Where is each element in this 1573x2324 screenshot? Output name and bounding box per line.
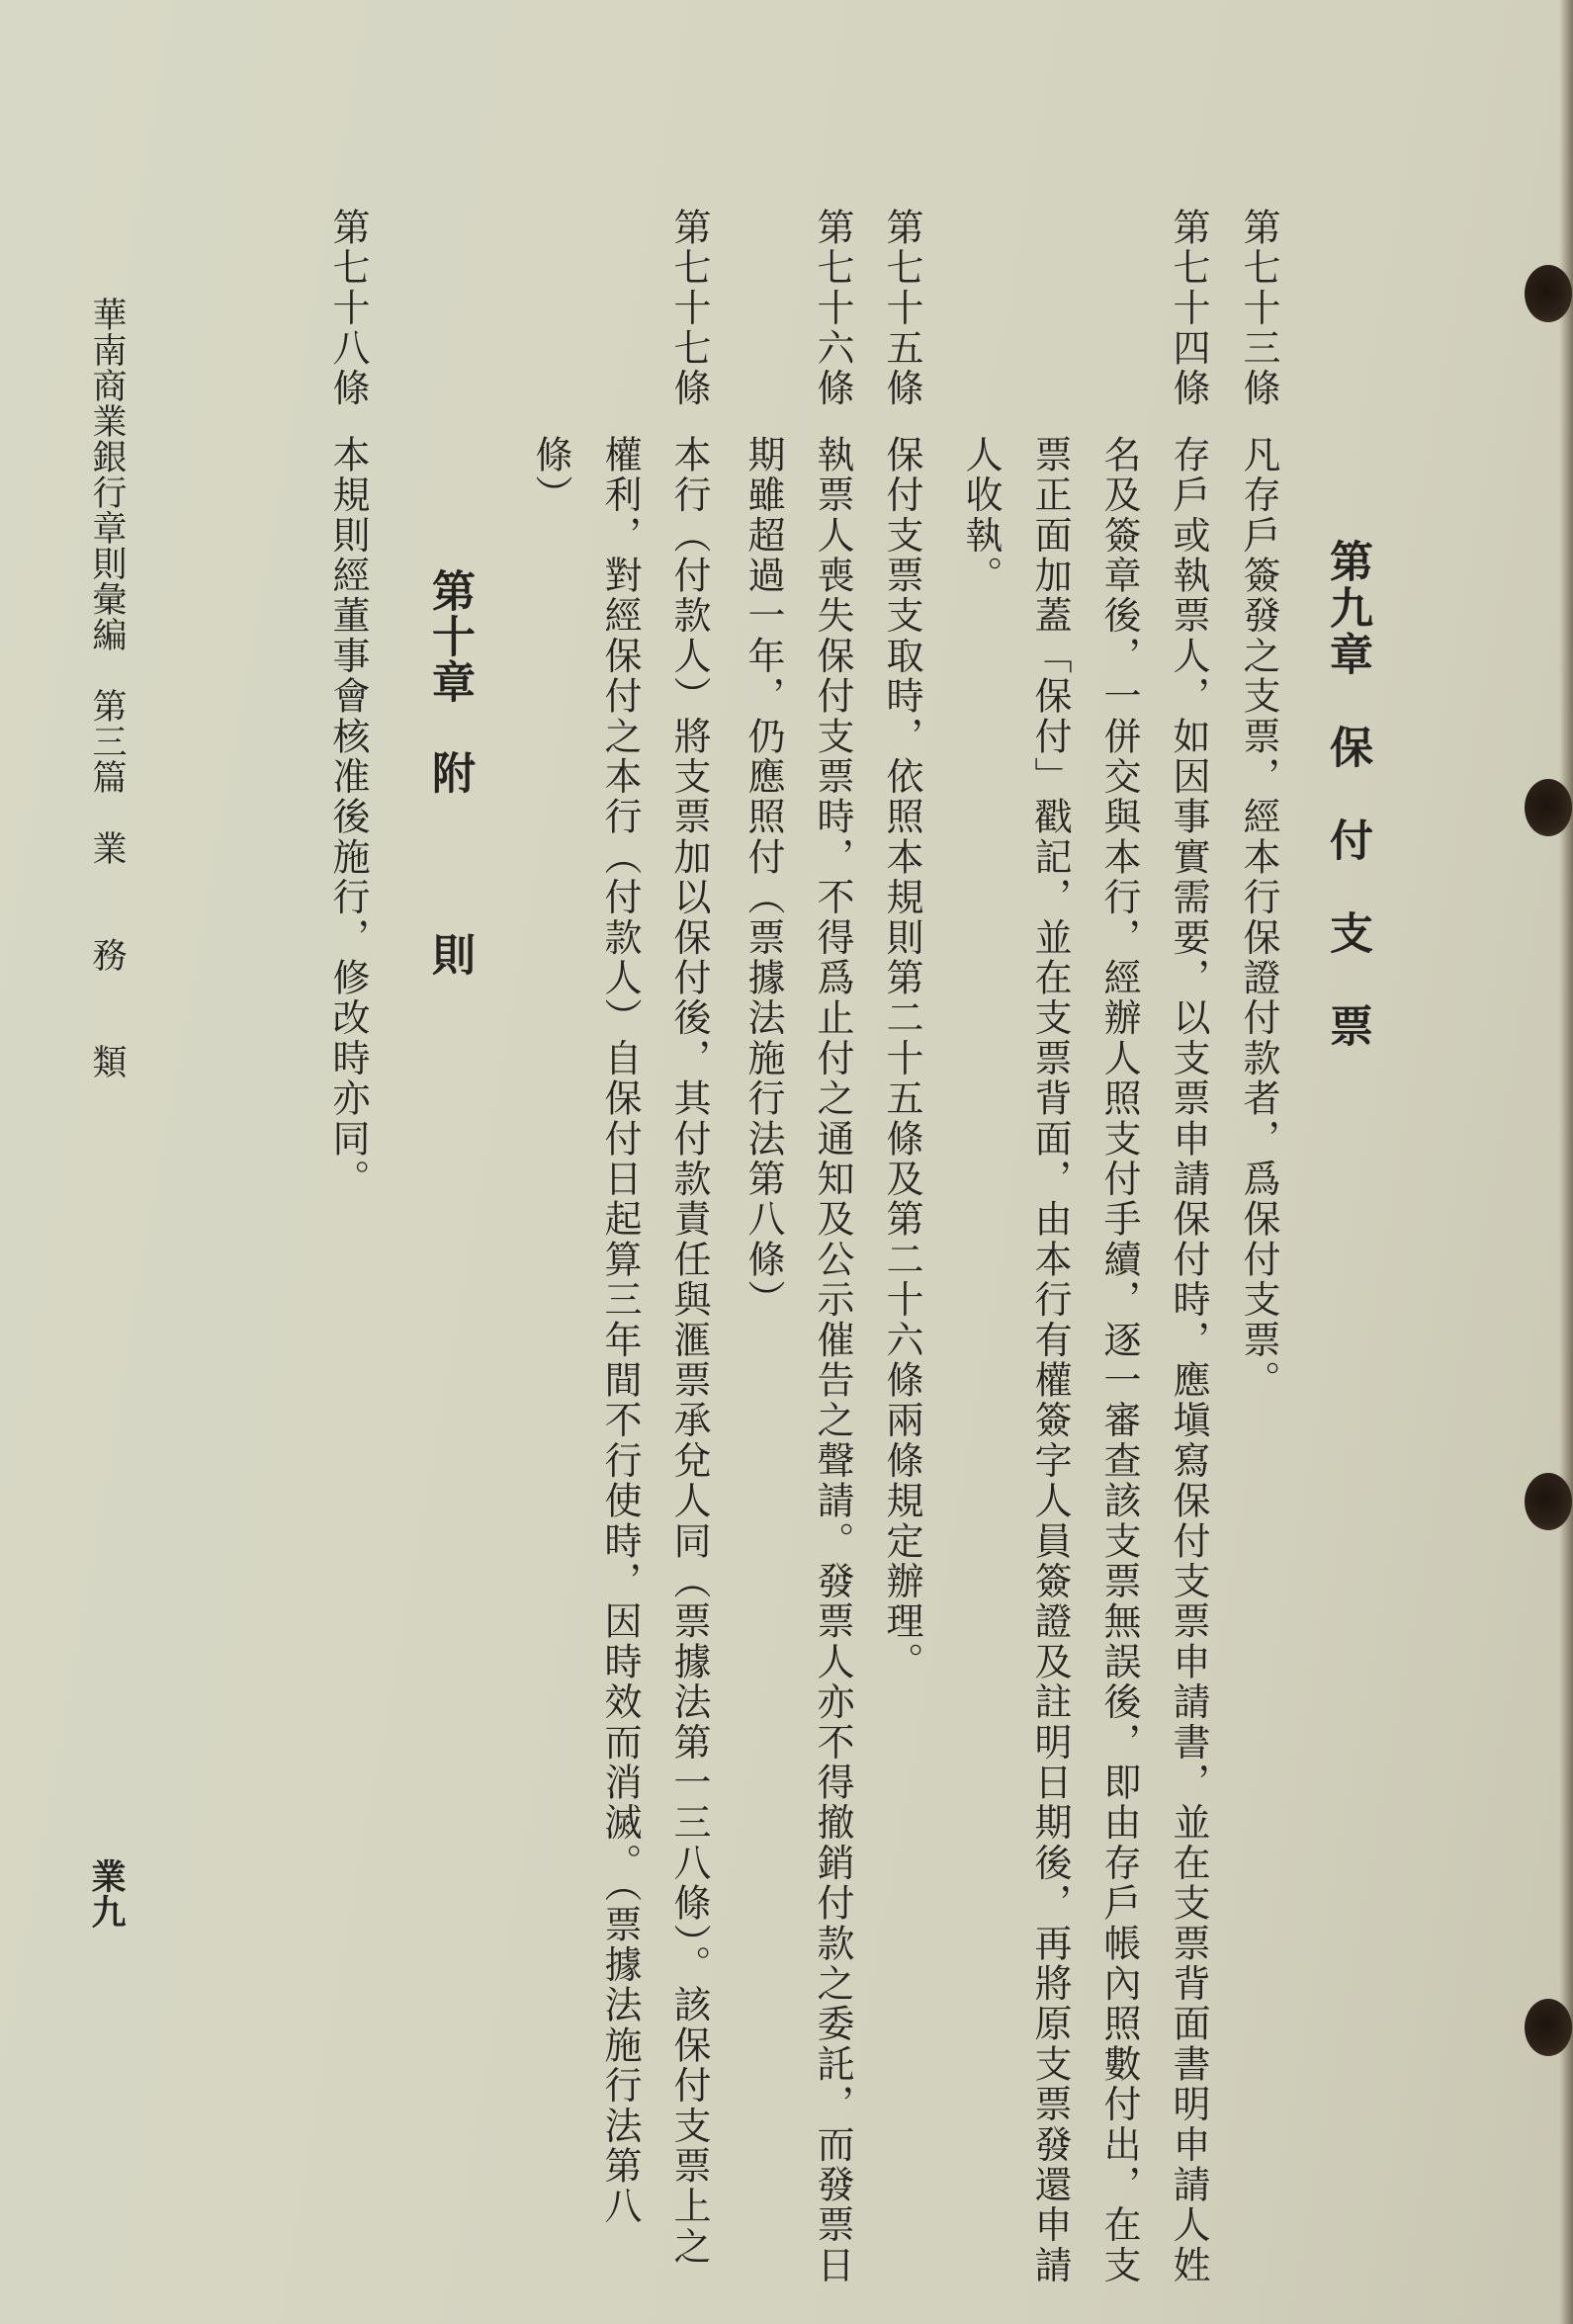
binding-punch-hole-3: [1525, 1473, 1572, 1530]
article-74-label: 第七十四條: [1167, 208, 1210, 409]
page-number: 業九: [86, 1858, 127, 1930]
article-76-line-2: 期雖超過一年，仍應照付（票據法施行法第八條）: [742, 435, 785, 1321]
binding-punch-hole-4: [1525, 1999, 1572, 2056]
article-75-label: 第七十五條: [880, 208, 923, 409]
chapter-9-heading: 第九章 保 付 支 票: [1322, 539, 1372, 1050]
article-74-line-1: 存戶或執票人，如因事實需要，以支票申請保付時，應塡寫保付支票申請書，並在支票背面書明申請人姓: [1167, 435, 1210, 2286]
article-77-label: 第七十七條: [667, 208, 711, 409]
running-book-title: 華南商業銀行章則彙編 第三篇 業 務 類: [87, 297, 127, 1079]
article-76-label: 第七十六條: [811, 208, 854, 409]
chapter-10-heading: 第十章 附 則: [424, 568, 475, 978]
binding-punch-hole-2: [1525, 779, 1572, 836]
article-74-line-3: 票正面加蓋「保付」戳記，並在支票背面，由本行有權簽字人員簽證及註明日期後，再將原支票發還申請: [1028, 435, 1072, 2286]
article-73-text: 凡存戶簽發之支票，經本行保證付款者，爲保付支票。: [1237, 435, 1280, 1401]
article-77-line-2: 權利，對經保付之本行（付款人）自保付日起算三年間不行使時，因時效而消滅。（票據法施行法第八: [598, 435, 642, 2227]
article-78-text: 本規則經董事會核准後施行，修改時亦同。: [326, 435, 370, 1200]
article-77-line-1: 本行（付款人）將支票加以保付後，其付款責任與滙票承兌人同（票據法第一三八條）。該保付支票上之: [667, 435, 711, 2268]
article-77-line-3: 條）: [529, 435, 572, 516]
article-76-line-1: 執票人喪失保付支票時，不得爲止付之通知及公示催告之聲請。發票人亦不得撤銷付款之委託，而發票日: [811, 435, 854, 2286]
article-74-line-4: 人收執。: [959, 435, 1003, 596]
article-75-text: 保付支票支取時，依照本規則第二十五條及第二十六條兩條規定辦理。: [880, 435, 923, 1682]
binding-punch-hole-1: [1525, 265, 1572, 322]
article-73-label: 第七十三條: [1237, 208, 1280, 409]
article-74-line-2: 名及簽章後，一併交與本行，經辦人照支付手續，逐一審查該支票無誤後，即由存戶帳內照數付出，在支: [1097, 435, 1141, 2286]
article-78-label: 第七十八條: [326, 208, 370, 409]
